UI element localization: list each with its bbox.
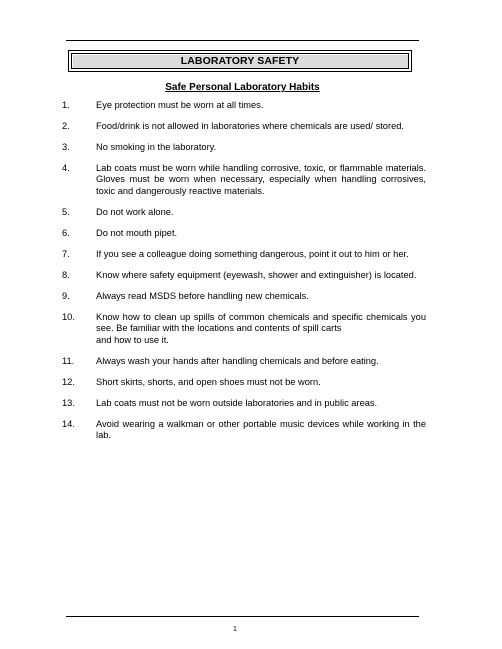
item-text: Know where safety equipment (eyewash, shower and extinguisher) is located. <box>96 269 417 280</box>
item-number: 3. <box>62 142 70 152</box>
item-number: 7. <box>62 248 70 259</box>
item-number: 8. <box>62 269 70 280</box>
item-text: Always read MSDS before handling new chemicals. <box>96 290 309 301</box>
list-item <box>62 270 426 281</box>
item-text: Eye protection must be worn at all times. <box>96 100 264 110</box>
list-item <box>62 249 426 260</box>
list-item <box>62 377 426 388</box>
list-item <box>62 356 426 367</box>
footer-rule <box>66 616 419 617</box>
safety-rules-list <box>62 100 426 451</box>
list-item <box>62 207 426 218</box>
page-number: 1 <box>233 626 237 633</box>
item-number: 6. <box>62 227 70 238</box>
header-rule <box>66 40 419 41</box>
item-text: Do not mouth pipet. <box>96 227 178 238</box>
list-item <box>62 163 426 197</box>
list-item <box>62 291 426 302</box>
title-box <box>68 50 412 72</box>
item-text: Know how to clean up spills of common chemicals and specific chemicals you see. Be familiar with the locations and contents of spill carts and how to use it. <box>96 311 426 345</box>
list-item <box>62 121 426 132</box>
item-text: Always wash your hands after handling chemicals and before eating. <box>96 355 379 366</box>
item-number: 9. <box>62 290 70 301</box>
item-number: 14. <box>62 418 75 429</box>
item-text: Food/drink is not allowed in laboratories where chemicals are used/ stored. <box>96 121 404 131</box>
list-item <box>62 419 426 442</box>
item-number: 10. <box>62 311 75 322</box>
item-text: Avoid wearing a walkman or other portable music devices while working in the lab. <box>96 418 426 441</box>
item-number: 4. <box>62 163 70 173</box>
item-text: If you see a colleague doing something dangerous, point it out to him or her. <box>96 248 409 259</box>
item-text: Lab coats must not be worn outside laboratories and in public areas. <box>96 397 378 408</box>
item-text: Short skirts, shorts, and open shoes must not be worn. <box>96 376 321 387</box>
item-number: 13. <box>62 397 75 408</box>
item-number: 2. <box>62 121 70 131</box>
item-number: 5. <box>62 206 70 217</box>
list-item <box>62 312 426 346</box>
item-number: 11. <box>62 355 75 366</box>
list-item <box>62 100 426 111</box>
item-text: Do not work alone. <box>96 206 174 217</box>
item-number: 1. <box>62 100 70 110</box>
item-number: 12. <box>62 376 75 387</box>
list-item <box>62 228 426 239</box>
item-text: No smoking in the laboratory. <box>96 142 217 152</box>
item-text: Lab coats must be worn while handling corrosive, toxic, or flammable materials. Gloves must be worn when necessary, especially when handling corrosives, toxic and dangerously reactive materials. <box>96 163 426 196</box>
list-item <box>62 398 426 409</box>
list-item <box>62 142 426 153</box>
section-subtitle: Safe Personal Laboratory Habits <box>165 82 320 93</box>
document-title: LABORATORY SAFETY <box>71 53 409 69</box>
